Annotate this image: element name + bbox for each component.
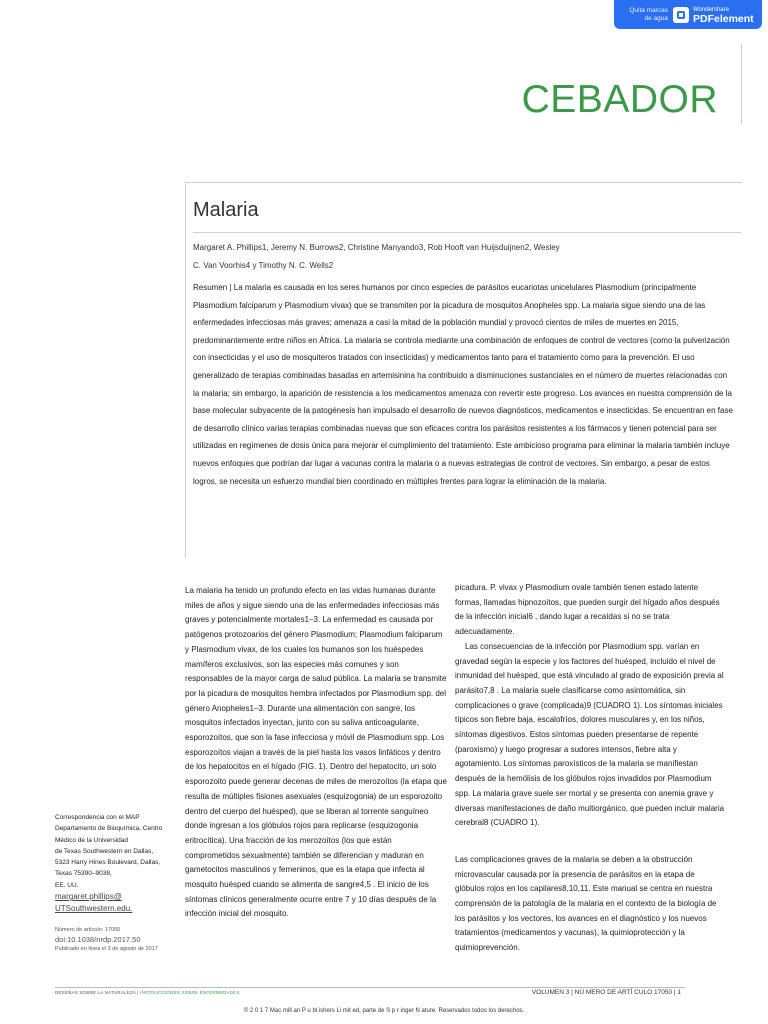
body-column-right bbox=[455, 581, 725, 956]
watermark-brand: Wondershare PDFelement bbox=[693, 6, 754, 25]
section-heading: CEBADOR bbox=[521, 78, 718, 121]
article-title: Malaria bbox=[193, 199, 259, 221]
body-paragraph: Las complicaciones graves de la malaria se deben a la obstrucción microvascular causada por la presencia de parásitos en la etapa de glóbulos rojos en los capilares8,10,11. Este manual se centra en nuestra comprensión de la patología de la malaria en el contexto de la biología de los parásitos y los vectores, los avances en el diagnóstico y los nuevos tratamientos (medicamentos y vacunas), la quimioprotección y la quimioprevención. bbox=[455, 854, 717, 953]
abstract-text: Resumen | La malaria es causada en los seres humanos por cinco especies de parásitos eucariotas unicelulares Plasmodium (principalmente Plasmodium falciparum y Plasmodium vivax) que se transmiten por la picadura de mosquitos Anopheles spp. La malaria sigue siendo una de las enfermedades infecciosas más graves; amenaza a casi la mitad de la población mundial y provocó cientos de miles de muertes en 2015, predominantemente entre niños en África. La malaria se controla mediante una combinación de enfoques de control de vectores (como la pulverización con insecticidas y el uso de mosquiteros tratados con insecticidas) y medicamentos tanto para el tratamiento como para la prevención. El uso generalizado de terapias combinadas basadas en artemisinina ha contribuido a disminuciones sustanciales en el número de muertes relacionadas con la malaria; sin embargo, la aparición de resistencia a los medicamentos amenaza con revertir este progreso. Los avances en nuestra comprensión de la base molecular subyacente de la patogénesis han impulsado el desarrollo de nuevos diagnósticos, medicamentos e insecticidas. Se encuentran en fase de desarrollo clínico varias terapias combinadas nuevas que son eficaces contra los parásitos resistentes a los fármacos y tienen potencial para ser utilizadas en regímenes de dosis única para mejorar el cumplimiento del tratamiento. Este ambicioso programa para eliminar la malaria también incluye nuevos enfoques que podrían dar lugar a vacunas contra la malaria o a nuevas estrategias de control de vectores. Sin embargo, a pesar de estos logros, se necesita un esfuerzo mundial bien coordinado en múltiples frentes para lograr la eliminación de la malaria. bbox=[193, 283, 733, 486]
doi-link[interactable]: doi:10.1038/nrdp.2017.50 bbox=[55, 935, 141, 944]
pdfelement-logo-icon bbox=[673, 7, 689, 23]
watermark-remove-label[interactable]: Quita marcas de agua bbox=[629, 6, 668, 22]
title-rule bbox=[193, 232, 741, 233]
copyright: © 2 0 1 7 Mac mill an P u bl ishers Li mit ed, parte de S p r inger N ature. Reservados todos los derechos. bbox=[243, 1008, 525, 1014]
article-meta: Número de artículo: 17050 doi:10.1038/nrdp.2017.50 Publicado en línea el 3 de agosto de 2017 bbox=[55, 926, 180, 953]
body-column-left bbox=[185, 584, 447, 922]
footer-volume: VOLUMEN 3 | NÚ MERO DE ARTÍ CULO 17050 | 1 bbox=[531, 989, 681, 996]
footer-rule bbox=[55, 987, 685, 988]
footer-journal: RESEÑAS SOBRE LA NATURALEZA | INSTRUCCIONES SOBRE ENFERMEDADES bbox=[55, 990, 240, 995]
body-paragraph: Las consecuencias de la infección por Plasmodium spp. varían en gravedad según la especie y los factores del huésped, incluido el nivel de inmunidad del huésped, que está vinculado al grado de exposición previa al parásito7,8 . La malaria suele clasificarse como asintomática, sin complicaciones o grave (complicada)9 (CUADRO 1). Los síntomas iniciales típicos son fiebre baja, escalofríos, dolores musculares y, en los niños, síntomas digestivos. Estos síntomas pueden presentarse de repente (paroxismo) y luego progresar a sudores intensos, fiebre alta y agotamiento. Los síntomas paroxísticos de la malaria se manifiestan después de la hemólisis de los glóbulos rojos invadidos por Plasmodium spp. La malaria grave suele ser mortal y se presenta con anemia grave y diversas manifestaciones de daño multiorgánico, que pueden incluir malaria cerebral8 (CUADRO 1). bbox=[455, 641, 725, 828]
watermark-banner[interactable] bbox=[614, 0, 762, 29]
header-divider bbox=[741, 44, 742, 124]
correspondence-block: Correspondencia con el MAP Departamento de Bioquímica, Centro Médico de la Universidad de Texas Southwestern en Dallas, 5323 Harry Hines Boulevard, Dallas, Texas 75390–9038, EE. UU. margaret.phillips@ UTSouthwestern.edu. bbox=[55, 812, 180, 915]
body-paragraph: picadura. P. vivax y Plasmodium ovale también tienen estado latente formas, llamadas hipnozoítos, que pueden surgir del hígado años después de la infección inicial6 , dando lugar a recaídas si no se trata adecuadamente. bbox=[455, 583, 720, 637]
body-paragraph: La malaria ha tenido un profundo efecto en las vidas humanas durante miles de años y sigue siendo una de las enfermedades infecciosas más graves y potencialmente mortales1–3. La enfermedad es causada por patógenos protozoarios del género Plasmodium; Plasmodium falciparum y Plasmodium vivax, de los cuales los humanos son los huéspedes mamíferos exclusivos, son las especies más comunes y son responsables de la mayor carga de salud pública. La malaria se transmite por la picadura de mosquitos hembra infectados por Plasmodium spp. del género Anopheles1–3. Durante una alimentación con sangre, los mosquitos infectados inyectan, junto con su saliva anticoagulante, esporozoítos, que son la fase infecciosa y móvil de Plasmodium spp. Los esporozoítos viajan a través de la piel hasta los vasos linfáticos y dentro de los hepatocitos en el hígado (FIG. 1). Dentro del hepatocito, un solo esporozoito puede generar decenas de miles de merozoítos (la etapa que resulta de múltiples fisiones asexuales (esquizogonia) de un esporozoito dentro del cuerpo del huésped), que se liberan al torrente sanguíneo donde ingresan a los glóbulos rojos para replicarse (esquizogonia eritrocítica). Una fracción de los merozoítos (los que están comprometidos sexualmente) también se diferencian y maduran en gametocitos masculinos y femeninos, que es la etapa que infecta al mosquito huésped cuando se alimenta de sangre4,5 . El inicio de los síntomas clínicos generalmente ocurre entre 7 y 10 días después de la infección inicial del mosquito. bbox=[185, 586, 447, 919]
author-list: Margaret A. Phillips1, Jeremy N. Burrows2, Christine Manyando3, Rob Hooft van Huijsduijnen2, Wesley C. Van Voorhis4 y Timothy N. C. Wells2 bbox=[193, 243, 560, 270]
email-link[interactable]: margaret.phillips@ UTSouthwestern.edu. bbox=[55, 892, 133, 914]
